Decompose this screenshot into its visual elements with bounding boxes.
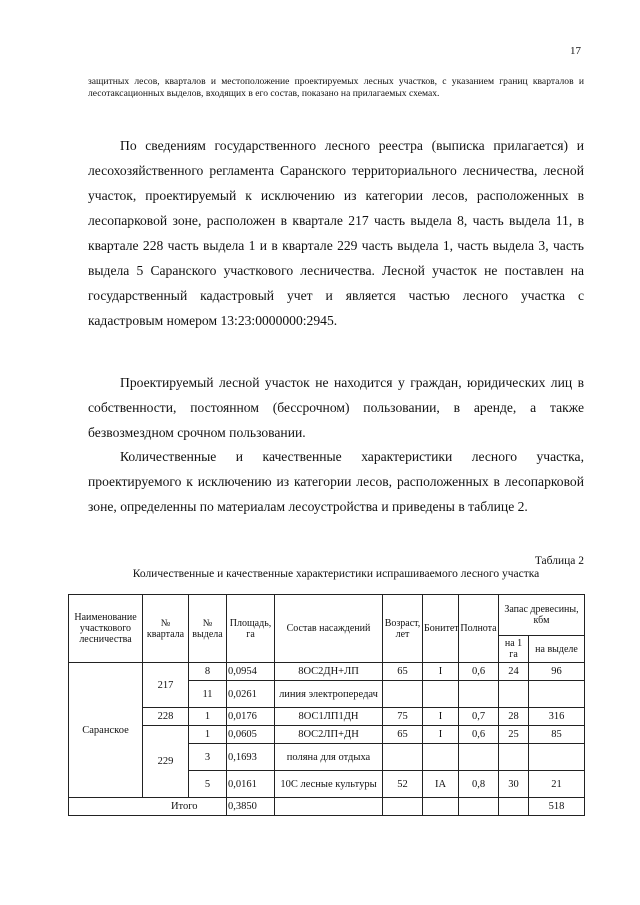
table-row <box>69 663 585 681</box>
cell-density <box>459 744 499 771</box>
table-row <box>69 726 585 744</box>
cell-per-ha <box>499 681 529 708</box>
paragraph-cadastral: По сведениям государственного лесного реестра (выписка прилагается) и лесохозяйственного регламента Саранского территориального лесничества, лесной участок, проектируемый к исключению из категории лесов, расположенных в лесопарковой зоне, расположен в квартале 217 часть выдела 8, часть выдела 11, в квартале 228 часть выдела 1 и в квартале 229 часть выдела 1, часть выдела 3, часть выдела 5 Саранского участкового лесничества. Лесной участок не поставлен на государственный кадастровый учет и является частью лесного участка с кадастровым номером 13:23:0000000:2945. <box>88 138 584 328</box>
cell-plot: 1 <box>189 708 227 726</box>
cell-area: 0,0161 <box>227 771 275 798</box>
cell-density: 0,7 <box>459 708 499 726</box>
cell-plot: 3 <box>189 744 227 771</box>
cell-bonitet: I <box>423 663 459 681</box>
total-label: Итого <box>143 798 227 816</box>
cell-quarter: 217 <box>143 663 189 708</box>
cell-bonitet <box>423 681 459 708</box>
header-stock: Запас древесины, кбм <box>499 595 585 636</box>
cell-area: 0,1693 <box>227 744 275 771</box>
cell-composition: линия электропередач <box>275 681 383 708</box>
cell-age <box>383 681 423 708</box>
table-title: Количественные и качественные характеристики испрашиваемого лесного участка <box>132 568 540 580</box>
header-area: Площадь, га <box>227 595 275 663</box>
cell-composition: 8ОС2ДН+ЛП <box>275 663 383 681</box>
intro-text: защитных лесов, кварталов и местоположение проектируемых лесных участков, с указанием границ кварталов и лесотаксационных выделов, входящих в его состав, показано на прилагаемых схемах. <box>88 76 584 99</box>
header-forestry: Наименование участкового лесничества <box>69 595 143 663</box>
cell-area: 0,0605 <box>227 726 275 744</box>
cell-plot: 8 <box>189 663 227 681</box>
page-number: 17 <box>570 45 581 57</box>
header-age: Возраст, лет <box>383 595 423 663</box>
cell-per-plot: 316 <box>529 708 585 726</box>
cell-composition: 8ОС1ЛП1ДН <box>275 708 383 726</box>
cell-bonitet: IА <box>423 771 459 798</box>
total-area: 0,3850 <box>227 798 275 816</box>
cell-bonitet: I <box>423 708 459 726</box>
cell-area: 0,0176 <box>227 708 275 726</box>
table-label: Таблица 2 <box>534 555 584 567</box>
cell-age <box>383 744 423 771</box>
cell-composition: 10С лесные культуры <box>275 771 383 798</box>
cell-plot: 5 <box>189 771 227 798</box>
header-row <box>69 595 585 636</box>
cell-per-ha: 24 <box>499 663 529 681</box>
header-bonitet: Бонитет <box>423 595 459 663</box>
cell-per-ha: 25 <box>499 726 529 744</box>
paragraph-characteristics: Количественные и качественные характеристики лесного участка, проектируемого к исключению из категории лесов, расположенных в лесопарковой зоне, определенны по материалам лесоустройства и приведены в таблице 2. <box>88 449 584 514</box>
header-stock-per-ha: на 1 га <box>499 636 529 663</box>
cell-plot: 11 <box>189 681 227 708</box>
cell-bonitet <box>423 744 459 771</box>
forest-plot-table <box>68 594 585 816</box>
cell-per-plot <box>529 744 585 771</box>
cell-per-plot: 85 <box>529 726 585 744</box>
cell-per-ha <box>499 744 529 771</box>
header-density: Полнота <box>459 595 499 663</box>
header-quarter: № квартала <box>143 595 189 663</box>
cell-per-ha: 30 <box>499 771 529 798</box>
cell-age: 65 <box>383 663 423 681</box>
cell-bonitet: I <box>423 726 459 744</box>
table-row <box>69 708 585 726</box>
total-per-plot: 518 <box>529 798 585 816</box>
paragraph-ownership: Проектируемый лесной участок не находится у граждан, юридических лиц в собственности, постоянном (бессрочном) пользовании, в аренде, а также безвозмездном срочном пользовании. <box>88 375 584 440</box>
cell-density: 0,8 <box>459 771 499 798</box>
total-row <box>69 798 585 816</box>
cell-quarter: 229 <box>143 726 189 798</box>
cell-per-plot <box>529 681 585 708</box>
cell-composition: поляна для отдыха <box>275 744 383 771</box>
cell-quarter: 228 <box>143 708 189 726</box>
cell-per-plot: 21 <box>529 771 585 798</box>
cell-density: 0,6 <box>459 726 499 744</box>
header-plot: № выдела <box>189 595 227 663</box>
cell-area: 0,0954 <box>227 663 275 681</box>
cell-plot: 1 <box>189 726 227 744</box>
cell-age: 65 <box>383 726 423 744</box>
header-stock-plot: на выделе <box>529 636 585 663</box>
cell-composition: 8ОС2ЛП+ДН <box>275 726 383 744</box>
cell-per-plot: 96 <box>529 663 585 681</box>
cell-per-ha: 28 <box>499 708 529 726</box>
header-composition: Состав насаждений <box>275 595 383 663</box>
cell-area: 0,0261 <box>227 681 275 708</box>
cell-age: 52 <box>383 771 423 798</box>
cell-density: 0,6 <box>459 663 499 681</box>
cell-age: 75 <box>383 708 423 726</box>
cell-density <box>459 681 499 708</box>
cell-forestry: Саранское <box>69 663 143 798</box>
